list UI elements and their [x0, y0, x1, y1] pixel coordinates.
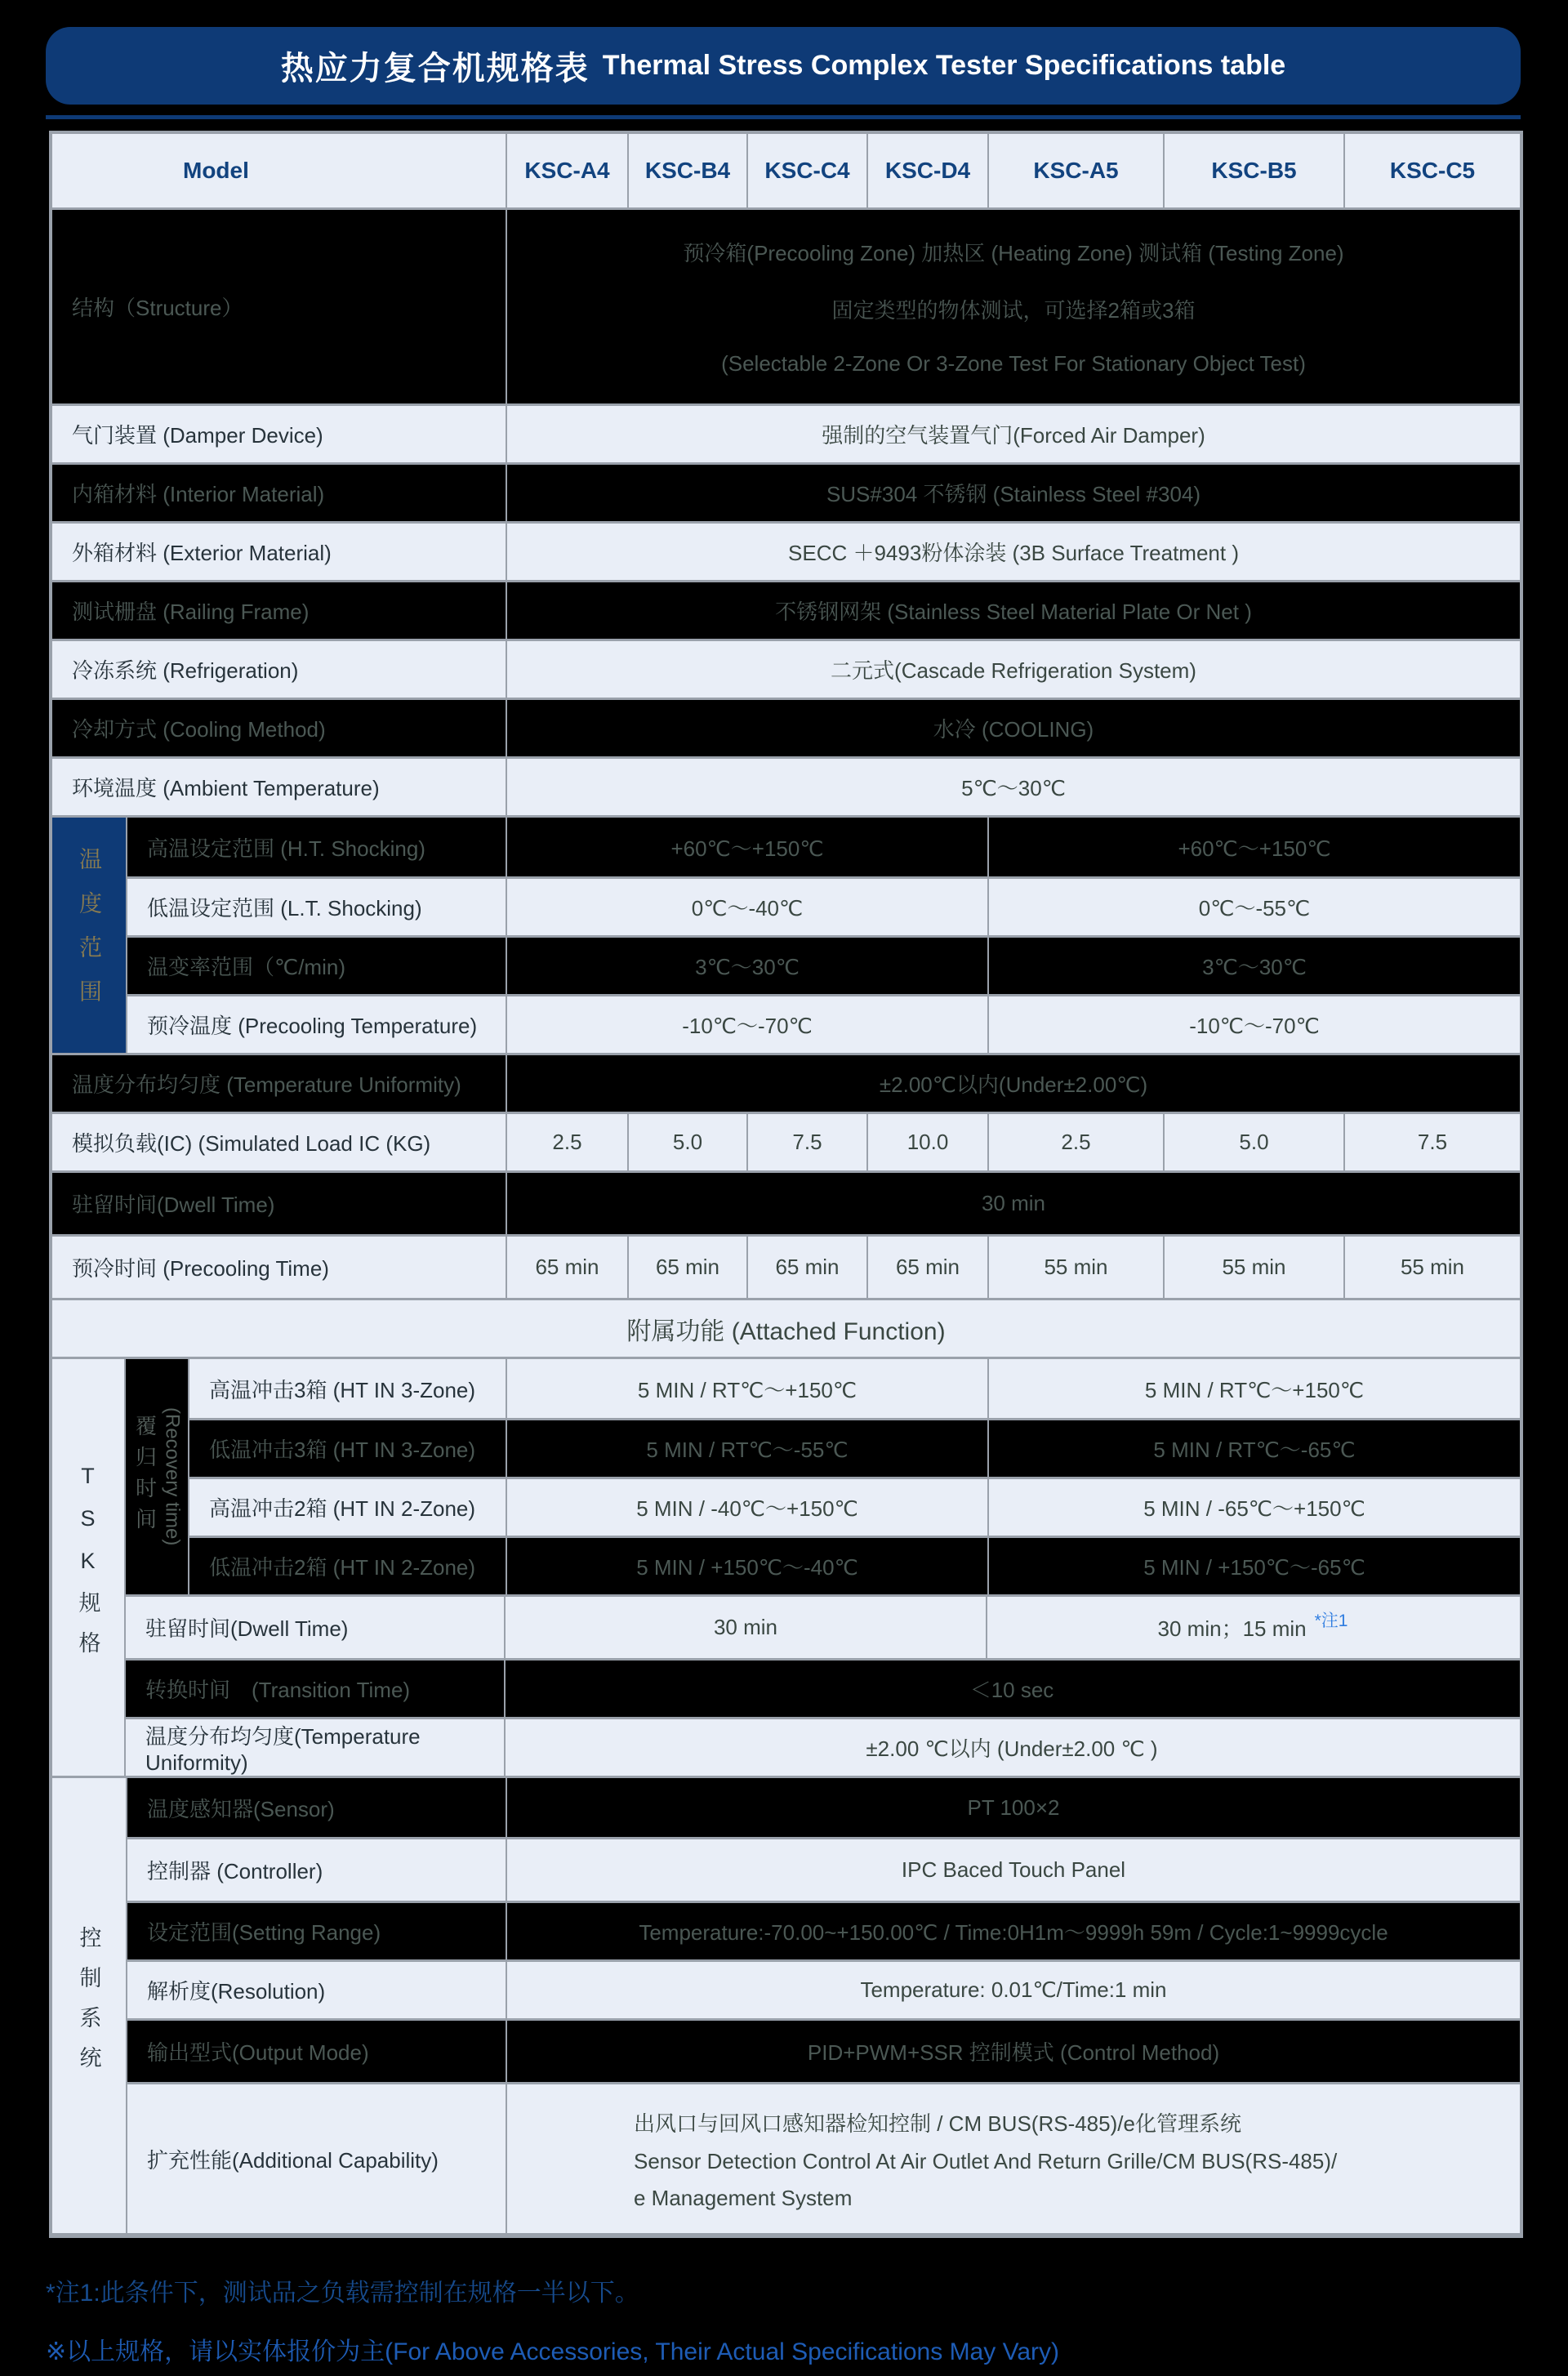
ht-3zone-label: 高温冲击3箱 (HT IN 3-Zone)	[209, 1377, 476, 1402]
control-system-strip	[52, 1778, 126, 2233]
additional-capability-value	[506, 2084, 1520, 2233]
precooling-time-ksc-b5: 55 min	[1163, 1237, 1343, 1298]
setting-range-label: 设定范围(Setting Range)	[147, 1920, 381, 1945]
lt-shocking-value-5series: 0℃～-55℃	[987, 879, 1520, 935]
model-header-cell: Model	[183, 158, 249, 183]
ht-3zone-value-4series: 5 MIN / RT℃～+150℃	[506, 1359, 987, 1418]
railing-label: 测试栅盘 (Railing Frame)	[72, 600, 310, 624]
additional-capability-line-3: e Management System	[634, 2185, 853, 2210]
row-tsk-temperature-uniformity	[126, 1717, 1520, 1776]
refrigeration-label: 冷冻系统 (Refrigeration)	[72, 658, 299, 683]
dwell-time-label: 驻留时间(Dwell Time)	[72, 1192, 275, 1217]
exterior-label: 外箱材料 (Exterior Material)	[72, 541, 332, 565]
row-structure	[52, 207, 1520, 403]
col-header-ksc-b4: KSC-B4	[627, 134, 746, 207]
tsk-dwell-value-4series: 30 min	[504, 1597, 986, 1658]
ramp-rate-value-4series: 3℃～30℃	[506, 938, 987, 994]
row-controller	[127, 1837, 1520, 1901]
row-ramp-rate	[127, 935, 1520, 994]
row-lt-2zone	[189, 1536, 1520, 1594]
tsk-dwell-5series-text: 30 min；15 min	[1157, 1616, 1307, 1641]
tsk-strip-label: TSK规格	[75, 1464, 100, 1671]
row-setting-range	[127, 1901, 1520, 1959]
railing-value: 不锈钢网架 (Stainless Steel Material Plate Or Net )	[506, 582, 1520, 639]
col-header-ksc-c4: KSC-C4	[746, 134, 866, 207]
lt-2zone-label: 低温冲击2箱 (HT IN 2-Zone)	[209, 1555, 476, 1580]
sensor-value: PT 100×2	[506, 1778, 1520, 1837]
resolution-value: Temperature: 0.01℃/Time:1 min	[506, 1962, 1520, 2018]
control-system-section	[52, 1776, 1520, 2233]
lt-3zone-label: 低温冲击3箱 (HT IN 3-Zone)	[209, 1438, 476, 1462]
recovery-time-strip-zh: 覆归时间	[132, 1415, 158, 1539]
row-interior-material	[52, 462, 1520, 521]
recovery-time-strip-en: (Recovery time)	[161, 1407, 184, 1546]
interior-value: SUS#304 不锈钢 (Stainless Steel #304)	[506, 465, 1520, 521]
temp-range-section	[52, 815, 1520, 1053]
row-transition-time	[126, 1658, 1520, 1717]
title-bar	[46, 27, 1521, 105]
footnote-2: ※以上规格，请以实体报价为主(For Above Accessories, Their Actual Specifications May Vary)	[46, 2338, 1060, 2365]
sim-load-ksc-b4: 5.0	[627, 1114, 746, 1170]
tsk-uniformity-value: ±2.00 ℃以内 (Under±2.00 ℃ )	[504, 1719, 1518, 1776]
precooling-time-ksc-c4: 65 min	[746, 1237, 866, 1298]
row-sensor	[127, 1778, 1520, 1837]
table-header-row	[52, 134, 1520, 207]
precooling-time-ksc-b4: 65 min	[627, 1237, 746, 1298]
exterior-value: SECC ＋9493粉体涂装 (3B Surface Treatment )	[506, 524, 1520, 580]
structure-line-3: (Selectable 2-Zone Or 3-Zone Test For Stationary Object Test)	[721, 351, 1306, 376]
attached-function-title: 附属功能 (Attached Function)	[626, 1317, 946, 1345]
sim-load-ksc-a5: 2.5	[987, 1114, 1163, 1170]
ht-3zone-value-5series: 5 MIN / RT℃～+150℃	[987, 1359, 1520, 1418]
row-tsk-dwell-time	[126, 1594, 1520, 1658]
col-header-ksc-a5: KSC-A5	[987, 134, 1163, 207]
ht-2zone-value-5series: 5 MIN / -65℃～+150℃	[987, 1479, 1520, 1536]
row-resolution	[127, 1959, 1520, 2018]
precooling-time-ksc-a4: 65 min	[506, 1237, 627, 1298]
title-divider	[46, 115, 1521, 119]
page-title-zh: 热应力复合机规格表	[280, 51, 590, 87]
tsk-dwell-label: 驻留时间(Dwell Time)	[145, 1616, 349, 1641]
dwell-time-value: 30 min	[506, 1173, 1520, 1234]
uniformity-label: 温度分布均匀度 (Temperature Uniformity)	[72, 1072, 461, 1097]
row-additional-capability	[127, 2082, 1520, 2233]
sim-load-ksc-b5: 5.0	[1163, 1114, 1343, 1170]
row-cooling-method	[52, 698, 1520, 756]
col-header-ksc-d4: KSC-D4	[866, 134, 987, 207]
row-attached-function	[52, 1298, 1520, 1357]
row-damper	[52, 403, 1520, 462]
precooling-time-ksc-a5: 55 min	[987, 1237, 1163, 1298]
control-system-rows	[126, 1778, 1520, 2233]
row-ht-2zone	[189, 1477, 1520, 1536]
lt-shocking-value-4series: 0℃～-40℃	[506, 879, 987, 935]
cooling-value: 水冷 (COOLING)	[506, 700, 1520, 756]
temp-range-strip	[52, 818, 126, 1053]
uniformity-value: ±2.00℃以内(Under±2.00℃)	[506, 1055, 1520, 1112]
tsk-dwell-value-5series	[986, 1597, 1518, 1658]
row-output-mode	[127, 2018, 1520, 2082]
sim-load-ksc-c5: 7.5	[1343, 1114, 1520, 1170]
note1-reference: *注1	[1314, 1611, 1348, 1630]
row-lt-3zone	[189, 1418, 1520, 1477]
output-mode-value: PID+PWM+SSR 控制模式 (Control Method)	[506, 2021, 1520, 2082]
cooling-label: 冷却方式 (Cooling Method)	[72, 717, 326, 742]
row-temperature-uniformity	[52, 1053, 1520, 1112]
row-precooling-temperature	[127, 994, 1520, 1053]
footnote-1: *注1:此条件下，测试品之负载需控制在规格一半以下。	[46, 2280, 639, 2307]
output-mode-label: 输出型式(Output Mode)	[147, 2040, 369, 2065]
resolution-label: 解析度(Resolution)	[147, 1979, 326, 2004]
precooling-time-ksc-d4: 65 min	[866, 1237, 987, 1298]
precooling-time-ksc-c5: 55 min	[1343, 1237, 1520, 1298]
tsk-strip	[52, 1359, 124, 1776]
structure-line-2: 固定类型的物体测试，可选择2箱或3箱	[831, 298, 1196, 323]
row-dwell-time	[52, 1170, 1520, 1234]
ht-shocking-value-5series: +60℃～+150℃	[987, 818, 1520, 876]
ramp-rate-value-5series: 3℃～30℃	[987, 938, 1520, 994]
lt-3zone-value-4series: 5 MIN / RT℃～-55℃	[506, 1420, 987, 1477]
page-title-en: Thermal Stress Complex Tester Specifications table	[602, 50, 1286, 81]
row-railing-frame	[52, 580, 1520, 639]
lt-2zone-value-5series: 5 MIN / +150℃～-65℃	[987, 1538, 1520, 1594]
temp-range-rows	[126, 818, 1520, 1053]
ht-shocking-label: 高温设定范围 (H.T. Shocking)	[147, 836, 425, 861]
col-header-ksc-a4: KSC-A4	[506, 134, 627, 207]
ht-2zone-value-4series: 5 MIN / -40℃～+150℃	[506, 1479, 987, 1536]
precooling-temp-value-4series: -10℃～-70℃	[506, 996, 987, 1053]
damper-value: 强制的空气装置气门(Forced Air Damper)	[506, 406, 1520, 462]
control-system-strip-label: 控制系统	[76, 1925, 101, 2086]
tsk-uniformity-label: 温度分布均匀度(Temperature Uniformity)	[145, 1723, 421, 1775]
col-header-ksc-c5: KSC-C5	[1343, 134, 1520, 207]
additional-capability-line-2: Sensor Detection Control At Air Outlet And Return Grille/CM BUS(RS-485)/	[634, 2148, 1338, 2173]
spec-table	[49, 131, 1523, 2238]
transition-time-value: ＜10 sec	[504, 1661, 1518, 1717]
transition-time-label: 转换时间 (Transition Time)	[145, 1678, 411, 1702]
sim-load-ksc-a4: 2.5	[506, 1114, 627, 1170]
lt-shocking-label: 低温设定范围 (L.T. Shocking)	[147, 896, 422, 921]
recovery-time-strip	[126, 1359, 188, 1594]
tsk-section	[52, 1357, 1520, 1776]
interior-label: 内箱材料 (Interior Material)	[72, 482, 325, 506]
sensor-label: 温度感知器(Sensor)	[147, 1796, 335, 1821]
lt-3zone-value-5series: 5 MIN / RT℃～-65℃	[987, 1420, 1520, 1477]
structure-value	[506, 210, 1520, 403]
ramp-rate-label: 温变率范围（℃/min)	[147, 955, 345, 979]
controller-label: 控制器 (Controller)	[147, 1859, 323, 1883]
row-exterior-material	[52, 521, 1520, 580]
ht-2zone-label: 高温冲击2箱 (HT IN 2-Zone)	[209, 1496, 476, 1521]
recovery-time-rows	[188, 1359, 1520, 1594]
additional-capability-label: 扩充性能(Additional Capability)	[147, 2147, 439, 2173]
damper-label: 气门装置 (Damper Device)	[72, 423, 323, 448]
row-ht-3zone	[189, 1359, 1520, 1418]
precooling-temp-value-5series: -10℃～-70℃	[987, 996, 1520, 1053]
sim-load-label: 模拟负载(IC) (Simulated Load IC (KG)	[72, 1131, 431, 1156]
controller-value: IPC Baced Touch Panel	[506, 1839, 1520, 1901]
refrigeration-value: 二元式(Cascade Refrigeration System)	[506, 641, 1520, 698]
precooling-temp-label: 预冷温度 (Precooling Temperature)	[147, 1014, 478, 1038]
ambient-value: 5℃～30℃	[506, 759, 1520, 815]
row-refrigeration	[52, 639, 1520, 698]
ht-shocking-value-4series: +60℃～+150℃	[506, 818, 987, 876]
row-precooling-time	[52, 1234, 1520, 1298]
row-lt-shocking	[127, 876, 1520, 935]
temp-range-strip-label: 温度范围	[77, 847, 102, 1023]
sim-load-ksc-d4: 10.0	[866, 1114, 987, 1170]
structure-label: 结构（Structure）	[72, 296, 243, 320]
col-header-ksc-b5: KSC-B5	[1163, 134, 1343, 207]
row-simulated-load	[52, 1112, 1520, 1170]
ambient-label: 环境温度 (Ambient Temperature)	[72, 776, 380, 800]
row-ambient-temperature	[52, 756, 1520, 815]
sim-load-ksc-c4: 7.5	[746, 1114, 866, 1170]
additional-capability-line-1: 出风口与回风口感知器检知控制 / CM BUS(RS-485)/e化管理系统	[634, 2111, 1241, 2136]
row-ht-shocking	[127, 818, 1520, 876]
precooling-time-label: 预冷时间 (Precooling Time)	[72, 1256, 329, 1281]
tsk-rows	[124, 1359, 1520, 1776]
lt-2zone-value-4series: 5 MIN / +150℃～-40℃	[506, 1538, 987, 1594]
recovery-time-subsection	[126, 1359, 1520, 1594]
structure-line-1: 预冷箱(Precooling Zone) 加热区 (Heating Zone) 测试箱 (Testing Zone)	[683, 241, 1344, 265]
setting-range-value: Temperature:-70.00~+150.00℃ / Time:0H1m～9999h 59m / Cycle:1~9999cycle	[506, 1903, 1520, 1959]
